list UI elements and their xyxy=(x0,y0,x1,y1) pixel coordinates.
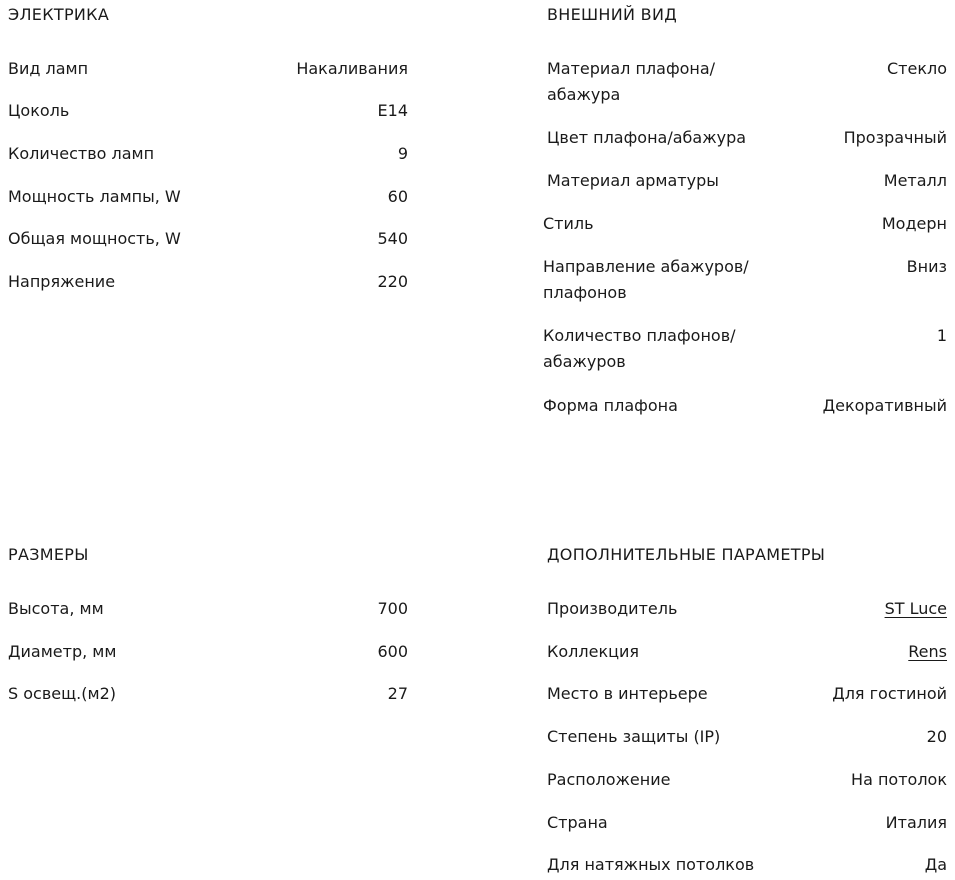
spec-label: Место в интерьере xyxy=(547,684,708,703)
spec-value: 1 xyxy=(936,326,947,345)
spec-value: Накаливания xyxy=(296,59,408,78)
spec-row-shade-material xyxy=(547,56,947,108)
spec-row-style xyxy=(543,211,947,237)
electrics-title: ЭЛЕКТРИКА xyxy=(8,5,110,24)
dimensions-section xyxy=(8,540,408,720)
spec-row-total-power xyxy=(8,226,408,252)
spec-row-country xyxy=(547,810,947,836)
spec-value: 60 xyxy=(387,187,408,206)
spec-value: 540 xyxy=(377,229,408,248)
spec-row-socket xyxy=(8,98,408,124)
spec-value: Металл xyxy=(883,171,947,190)
spec-label: Цоколь xyxy=(8,101,70,120)
spec-label: Количество плафонов/ абажуров xyxy=(543,326,736,371)
spec-row-stretch-ceilings xyxy=(547,852,947,878)
spec-row-ip-rating xyxy=(547,724,947,750)
spec-row-collection xyxy=(547,639,947,665)
spec-label: Количество ламп xyxy=(8,144,155,163)
spec-label: Для натяжных потолков xyxy=(547,855,755,874)
spec-row-shade-color xyxy=(547,125,947,151)
spec-label: Производитель xyxy=(547,599,678,618)
spec-value: 9 xyxy=(397,144,408,163)
spec-label: Расположение xyxy=(547,770,671,789)
spec-label: Форма плафона xyxy=(543,396,678,415)
spec-row-diameter xyxy=(8,639,408,665)
spec-row-shade-direction xyxy=(543,254,947,306)
extra-section xyxy=(547,540,947,880)
spec-label: Степень защиты (IP) xyxy=(547,727,721,746)
spec-value: На потолок xyxy=(851,770,947,789)
spec-value: Для гостиной xyxy=(832,684,947,703)
manufacturer-link[interactable]: ST Luce xyxy=(884,599,947,618)
spec-value: 20 xyxy=(926,727,947,746)
spec-label: Вид ламп xyxy=(8,59,89,78)
spec-row-frame-material xyxy=(547,168,947,194)
spec-row-manufacturer xyxy=(547,596,947,622)
electrics-section xyxy=(8,0,408,320)
spec-value: Вниз xyxy=(906,257,947,276)
spec-row-voltage xyxy=(8,269,408,295)
extra-title: ДОПОЛНИТЕЛЬНЫЕ ПАРАМЕТРЫ xyxy=(547,545,826,564)
spec-value: Модерн xyxy=(881,214,947,233)
spec-row-illuminated-area xyxy=(8,681,408,707)
spec-value: E14 xyxy=(377,101,408,120)
appearance-title: ВНЕШНИЙ ВИД xyxy=(547,5,678,24)
spec-label: Материал арматуры xyxy=(547,171,719,190)
spec-value: 220 xyxy=(377,272,408,291)
spec-label: Диаметр, мм xyxy=(8,642,117,661)
spec-label: Цвет плафона/абажура xyxy=(547,128,747,147)
spec-value: Италия xyxy=(885,813,947,832)
spec-label: S освещ.(м2) xyxy=(8,684,116,703)
spec-row-placement xyxy=(547,767,947,793)
spec-row-shade-count xyxy=(543,323,947,375)
spec-row-lamp-power xyxy=(8,184,408,210)
spec-value: Да xyxy=(924,855,947,874)
spec-value: Стекло xyxy=(886,59,947,78)
spec-label: Материал плафона/ абажура xyxy=(547,59,716,104)
collection-link[interactable]: Rens xyxy=(908,642,947,661)
spec-row-shade-shape xyxy=(543,393,947,419)
spec-label: Напряжение xyxy=(8,272,116,291)
spec-label: Высота, мм xyxy=(8,599,104,618)
spec-value: 600 xyxy=(377,642,408,661)
spec-value: Декоративный xyxy=(822,396,947,415)
spec-row-interior-place xyxy=(547,681,947,707)
spec-label: Мощность лампы, W xyxy=(8,187,181,206)
spec-value: 27 xyxy=(387,684,408,703)
spec-label: Коллекция xyxy=(547,642,640,661)
spec-value: Прозрачный xyxy=(843,128,947,147)
dimensions-title: РАЗМЕРЫ xyxy=(8,545,89,564)
appearance-section xyxy=(543,0,947,440)
spec-label: Стиль xyxy=(543,214,594,233)
spec-value: 700 xyxy=(377,599,408,618)
spec-row-height xyxy=(8,596,408,622)
spec-label: Направление абажуров/ плафонов xyxy=(543,257,749,302)
spec-row-lamp-count xyxy=(8,141,408,167)
spec-label: Общая мощность, W xyxy=(8,229,181,248)
spec-label: Страна xyxy=(547,813,608,832)
spec-row-lamp-type xyxy=(8,56,408,82)
